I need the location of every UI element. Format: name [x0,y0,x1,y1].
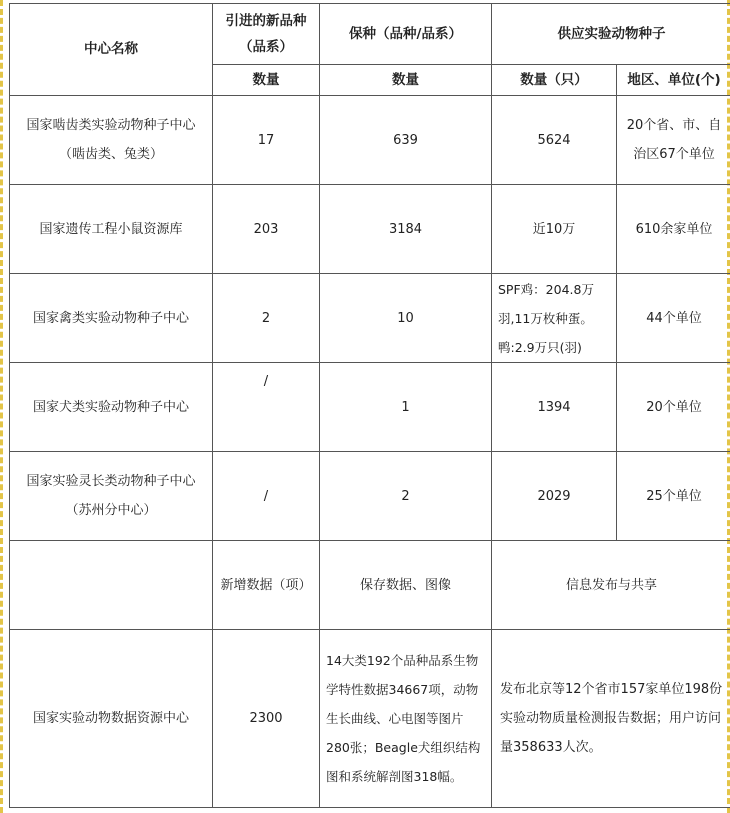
data-header-new: 新增数据（项） [213,541,320,630]
data-header-publish: 信息发布与共享 [492,541,730,630]
supply-count-cell: 5624 [492,96,617,185]
supply-count-cell: SPF鸡：204.8万羽,11万枚种蛋。鸭:2.9万只(羽) [492,274,617,363]
header-supply-count: 数量（只） [492,65,617,96]
new-count-cell: / [213,452,320,541]
data-header-saved: 保存数据、图像 [320,541,492,630]
resource-table [9,3,730,808]
new-count-cell [213,363,320,452]
header-center-name: 中心名称 [10,4,213,96]
preserve-count-cell: 639 [320,96,492,185]
center-name-cell: 国家实验灵长类动物种子中心（苏州分中心） [10,452,213,541]
new-count-cell: 203 [213,185,320,274]
header-new-count: 数量 [213,65,320,96]
table-row [10,452,730,541]
supply-count-cell: 2029 [492,452,617,541]
new-count-cell: 2 [213,274,320,363]
table-row [10,185,730,274]
data-saved-cell: 14大类192个品种品系生物学特性数据34667项，动物生长曲线、心电图等图片280张；Beagle犬组织结构图和系统解剖图318幅。 [320,630,492,808]
table-row [10,96,730,185]
data-header-empty [10,541,213,630]
region-cell: 44个单位 [617,274,730,363]
data-publish-cell: 发布北京等12个省市157家单位198份实验动物质量检测报告数据；用户访问量358633人次。 [492,630,730,808]
data-header-row [10,541,730,630]
region-cell: 25个单位 [617,452,730,541]
center-name-cell: 国家遗传工程小鼠资源库 [10,185,213,274]
header-preserve: 保种（品种/品系） [320,4,492,65]
header-new-breeds: 引进的新品种（品系） [213,4,320,65]
preserve-count-cell: 10 [320,274,492,363]
center-name-cell: 国家禽类实验动物种子中心 [10,274,213,363]
table-row [10,274,730,363]
table-row [10,363,730,452]
region-cell: 20个单位 [617,363,730,452]
data-center-name-cell: 国家实验动物数据资源中心 [10,630,213,808]
header-preserve-count: 数量 [320,65,492,96]
data-new-count-cell: 2300 [213,630,320,808]
supply-count-cell: 1394 [492,363,617,452]
new-count-value: / [263,374,269,389]
preserve-count-cell: 1 [320,363,492,452]
region-cell: 610余家单位 [617,185,730,274]
header-region: 地区、单位(个) [617,65,730,96]
data-row [10,630,730,808]
new-count-cell: 17 [213,96,320,185]
center-name-cell: 国家啮齿类实验动物种子中心（啮齿类、兔类） [10,96,213,185]
header-row-1 [10,4,730,65]
preserve-count-cell: 2 [320,452,492,541]
header-supply: 供应实验动物种子 [492,4,730,65]
center-name-cell: 国家犬类实验动物种子中心 [10,363,213,452]
preserve-count-cell: 3184 [320,185,492,274]
supply-count-cell: 近10万 [492,185,617,274]
region-cell: 20个省、市、自治区67个单位 [617,96,730,185]
